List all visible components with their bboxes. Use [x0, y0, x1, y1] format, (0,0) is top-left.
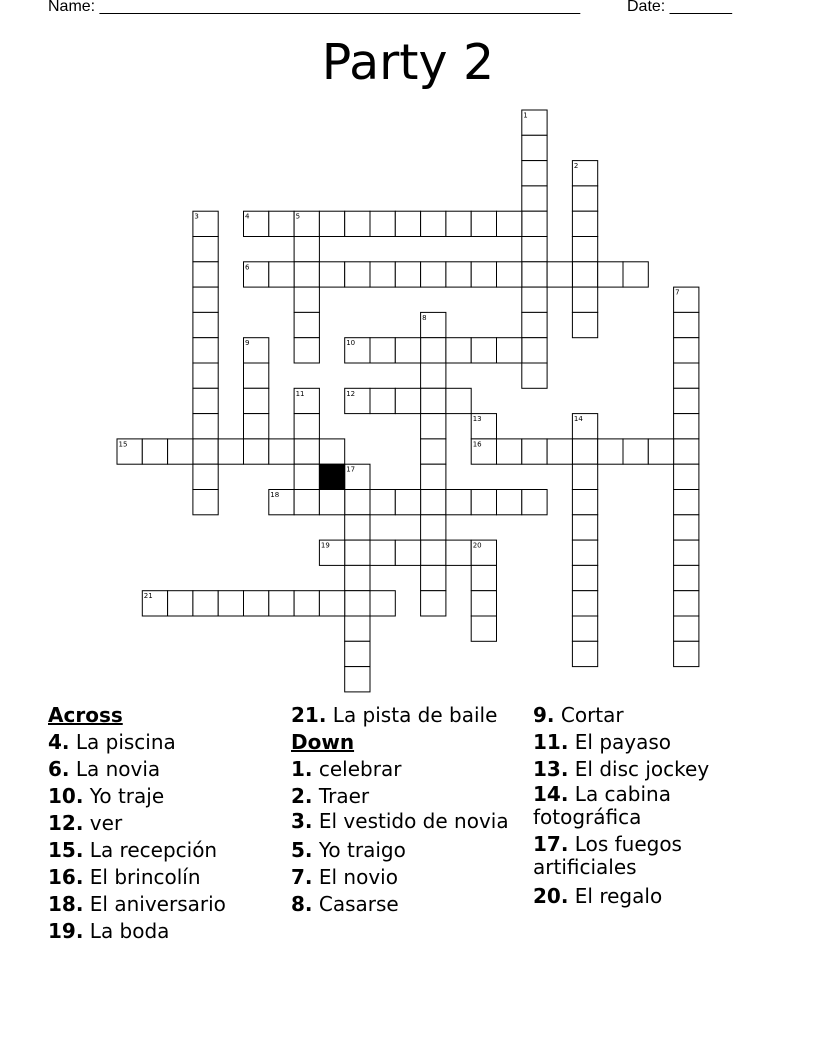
cell-number: 21 [143, 592, 153, 601]
clue-text: El vestido de novia [318, 809, 509, 833]
grid-cell[interactable] [294, 490, 319, 515]
grid-cell[interactable] [674, 565, 699, 590]
grid-cell[interactable] [598, 262, 623, 287]
clue-text: Los fuegos artificiales [533, 832, 682, 879]
grid-cell[interactable] [522, 135, 547, 160]
grid-cell[interactable] [648, 439, 673, 464]
clue-number: 17. [533, 832, 569, 856]
grid-cell[interactable] [370, 338, 395, 363]
grid-cell[interactable] [395, 262, 420, 287]
clue-item [291, 783, 526, 810]
down-clue-list-continued [533, 702, 768, 910]
grid-cell[interactable] [471, 616, 496, 641]
grid-cell[interactable] [370, 211, 395, 236]
cell-number: 18 [270, 491, 280, 499]
grid-cell[interactable] [623, 262, 648, 287]
grid-cell[interactable] [471, 211, 496, 236]
clue-item [533, 702, 768, 729]
grid-cell[interactable] [421, 363, 446, 388]
date-field-line: Date: _______ [627, 0, 732, 15]
grid-cell[interactable] [471, 338, 496, 363]
clue-number: 18. [48, 892, 84, 916]
grid-cell[interactable] [244, 211, 269, 236]
clue-item [533, 833, 768, 879]
cell-number: 6 [245, 263, 250, 272]
clue-item [48, 864, 283, 891]
grid-cell[interactable] [244, 591, 269, 616]
grid-cell[interactable] [269, 490, 294, 515]
grid-cell[interactable] [572, 591, 597, 616]
clue-number: 8. [291, 892, 313, 916]
grid-cell[interactable] [370, 262, 395, 287]
grid-cell[interactable] [294, 591, 319, 616]
grid-cell[interactable] [598, 439, 623, 464]
grid-cell[interactable] [674, 287, 699, 312]
clue-item [48, 783, 283, 810]
grid-cell[interactable] [572, 287, 597, 312]
grid-cell[interactable] [572, 641, 597, 666]
grid-cell[interactable] [395, 490, 420, 515]
clue-number: 6. [48, 757, 70, 781]
clue-number: 21. [291, 703, 327, 727]
clue-text: La pista de baile [332, 703, 498, 727]
grid-cell[interactable] [421, 211, 446, 236]
clue-text: El payaso [574, 730, 672, 754]
cell-number: 3 [194, 212, 199, 221]
grid-cell[interactable] [522, 262, 547, 287]
grid-cell[interactable] [294, 312, 319, 337]
grid-cell[interactable] [269, 439, 294, 464]
grid-cell[interactable] [370, 490, 395, 515]
cell-number: 10 [346, 339, 356, 348]
grid-cell[interactable] [497, 490, 522, 515]
grid-cell[interactable] [269, 262, 294, 287]
grid-cell[interactable] [674, 540, 699, 565]
grid-cell[interactable] [421, 540, 446, 565]
clue-number: 15. [48, 838, 84, 862]
grid-cell[interactable] [395, 388, 420, 413]
clue-item [533, 883, 768, 910]
grid-cell[interactable] [345, 262, 370, 287]
clue-text: El brincolín [89, 865, 201, 889]
grid-cell[interactable] [421, 312, 446, 337]
clue-text: La cabina fotográfica [533, 782, 671, 829]
grid-cell[interactable] [345, 338, 370, 363]
grid-cell[interactable] [674, 312, 699, 337]
clue-item [48, 837, 283, 864]
grid-cell[interactable] [395, 338, 420, 363]
clues-column-1 [48, 702, 283, 945]
grid-cell[interactable] [547, 262, 572, 287]
grid-cell[interactable] [319, 540, 344, 565]
clues-column-2 [291, 702, 526, 918]
clue-item [291, 837, 526, 864]
clue-text: Traer [318, 784, 370, 808]
cell-number: 5 [295, 212, 301, 221]
grid-cell[interactable] [471, 565, 496, 590]
grid-cell[interactable] [572, 616, 597, 641]
grid-cell[interactable] [345, 591, 370, 616]
grid-cell[interactable] [522, 439, 547, 464]
grid-cell[interactable] [497, 211, 522, 236]
grid-cell[interactable] [572, 490, 597, 515]
grid-cell[interactable] [522, 161, 547, 186]
grid-cell[interactable] [572, 414, 597, 439]
clue-item [291, 702, 526, 729]
clue-number: 2. [291, 784, 313, 808]
grid-cell[interactable] [522, 110, 547, 135]
clue-item [533, 756, 768, 783]
grid-cell[interactable] [446, 540, 471, 565]
grid-cell[interactable] [497, 338, 522, 363]
grid-cell[interactable] [572, 439, 597, 464]
grid-cell[interactable] [345, 211, 370, 236]
grid-cell[interactable] [522, 363, 547, 388]
clue-number: 7. [291, 865, 313, 889]
grid-cell[interactable] [395, 211, 420, 236]
grid-cell[interactable] [244, 414, 269, 439]
grid-cell[interactable] [218, 439, 243, 464]
grid-cell[interactable] [421, 565, 446, 590]
grid-cell[interactable] [345, 388, 370, 413]
grid-cell[interactable] [446, 490, 471, 515]
grid-cell[interactable] [345, 540, 370, 565]
grid-cell[interactable] [294, 287, 319, 312]
grid-cell[interactable] [244, 388, 269, 413]
grid-cell[interactable] [522, 338, 547, 363]
grid-cell[interactable] [319, 591, 344, 616]
grid-cell[interactable] [421, 388, 446, 413]
grid-cell[interactable] [294, 414, 319, 439]
grid-cell[interactable] [193, 287, 218, 312]
clue-item [291, 864, 526, 891]
grid-cell[interactable] [674, 591, 699, 616]
cell-number: 17 [346, 465, 356, 474]
grid-cell[interactable] [294, 262, 319, 287]
grid-cell[interactable] [421, 515, 446, 540]
grid-cell[interactable] [421, 439, 446, 464]
across-clue-list [48, 729, 283, 945]
clue-text: ver [89, 811, 123, 835]
grid-cell[interactable] [370, 540, 395, 565]
clue-item [48, 729, 283, 756]
grid-cell[interactable] [319, 262, 344, 287]
grid-cell[interactable] [193, 591, 218, 616]
cell-number: 2 [573, 162, 579, 171]
clue-text: Yo traigo [318, 838, 406, 862]
grid-cell[interactable] [421, 490, 446, 515]
grid-cell[interactable] [193, 312, 218, 337]
grid-cell[interactable] [623, 439, 648, 464]
grid-cell[interactable] [193, 490, 218, 515]
grid-cell[interactable] [421, 262, 446, 287]
clue-text: El novio [318, 865, 398, 889]
clue-number: 12. [48, 811, 84, 835]
cell-number: 20 [472, 541, 482, 550]
grid-cell[interactable] [370, 388, 395, 413]
clue-number: 9. [533, 703, 555, 727]
grid-cell[interactable] [497, 262, 522, 287]
clue-item [291, 810, 526, 833]
clue-item [533, 729, 768, 756]
cell-number: 14 [573, 415, 583, 424]
grid-cell[interactable] [269, 211, 294, 236]
grid-cell[interactable] [522, 287, 547, 312]
clue-number: 10. [48, 784, 84, 808]
grid-cell[interactable] [421, 414, 446, 439]
puzzle-title: Party 2 [321, 34, 495, 91]
grid-cell[interactable] [345, 490, 370, 515]
grid-cell[interactable] [471, 490, 496, 515]
grid-cell[interactable] [244, 439, 269, 464]
name-field-line: Name: ______________________________________________________ [48, 0, 581, 15]
grid-cell[interactable] [471, 439, 496, 464]
grid-cell[interactable] [572, 565, 597, 590]
clue-text: La piscina [75, 730, 176, 754]
clue-item [48, 918, 283, 945]
clue-number: 20. [533, 884, 569, 908]
grid-cell[interactable] [674, 641, 699, 666]
grid-cell[interactable] [522, 211, 547, 236]
grid-cell[interactable] [345, 464, 370, 489]
grid-cell[interactable] [572, 464, 597, 489]
grid-cell[interactable] [446, 338, 471, 363]
grid-cell[interactable] [244, 363, 269, 388]
grid-cell[interactable] [572, 540, 597, 565]
clue-text: El regalo [574, 884, 663, 908]
clue-number: 3. [291, 809, 313, 833]
grid-cell[interactable] [319, 490, 344, 515]
grid-cell[interactable] [193, 262, 218, 287]
cell-number: 1 [523, 111, 528, 120]
grid-cell[interactable] [674, 414, 699, 439]
grid-cell[interactable] [471, 591, 496, 616]
clue-number: 1. [291, 757, 313, 781]
grid-cell[interactable] [572, 211, 597, 236]
grid-cell[interactable] [345, 565, 370, 590]
across-heading: Across [48, 703, 123, 727]
clues-column-3 [533, 702, 768, 910]
grid-cell[interactable] [345, 515, 370, 540]
grid-cell[interactable] [193, 237, 218, 262]
grid-cell[interactable] [674, 363, 699, 388]
grid-cell[interactable] [572, 237, 597, 262]
grid-cell[interactable] [674, 388, 699, 413]
grid-cell[interactable] [345, 616, 370, 641]
clue-text: El disc jockey [574, 757, 710, 781]
grid-cell[interactable] [471, 540, 496, 565]
grid-cell[interactable] [674, 490, 699, 515]
cell-number: 19 [320, 541, 330, 550]
clue-number: 4. [48, 730, 70, 754]
clue-text: La recepción [89, 838, 218, 862]
grid-cell[interactable] [294, 211, 319, 236]
cell-number: 4 [245, 212, 250, 221]
grid-cell[interactable] [345, 641, 370, 666]
grid-cell[interactable] [193, 338, 218, 363]
clue-number: 14. [533, 782, 569, 806]
grid-cell[interactable] [674, 464, 699, 489]
grid-cell[interactable] [522, 490, 547, 515]
grid-cell[interactable] [193, 414, 218, 439]
grid-cell[interactable] [522, 312, 547, 337]
grid-cell[interactable] [142, 439, 167, 464]
grid-cell[interactable] [193, 388, 218, 413]
cell-number: 15 [118, 440, 128, 449]
grid-cell[interactable] [572, 262, 597, 287]
grid-cell[interactable] [446, 262, 471, 287]
grid-cell[interactable] [294, 237, 319, 262]
grid-cell[interactable] [572, 186, 597, 211]
clue-text: Yo traje [89, 784, 165, 808]
cell-number: 8 [422, 313, 427, 322]
grid-cell[interactable] [497, 439, 522, 464]
grid-cell[interactable] [168, 439, 193, 464]
grid-cell[interactable] [294, 439, 319, 464]
cell-number: 16 [472, 440, 482, 449]
grid-cell[interactable] [674, 439, 699, 464]
down-heading: Down [291, 730, 355, 754]
grid-cell[interactable] [269, 591, 294, 616]
grid-cell[interactable] [294, 464, 319, 489]
grid-cell[interactable] [547, 439, 572, 464]
clue-text: Cortar [560, 703, 624, 727]
clue-text: La novia [75, 757, 161, 781]
clue-text: El aniversario [89, 892, 226, 916]
grid-cell[interactable] [193, 439, 218, 464]
grid-cell[interactable] [572, 515, 597, 540]
grid-cell[interactable] [674, 515, 699, 540]
grid-cell[interactable] [471, 414, 496, 439]
grid-cell[interactable] [522, 237, 547, 262]
grid-cell[interactable] [395, 540, 420, 565]
cell-number: 9 [245, 339, 250, 348]
clue-number: 13. [533, 757, 569, 781]
grid-cell[interactable] [294, 338, 319, 363]
cell-number: 11 [295, 389, 305, 398]
grid-cell[interactable] [421, 338, 446, 363]
grid-cell[interactable] [117, 439, 142, 464]
grid-cell[interactable] [218, 591, 243, 616]
grid-cell[interactable] [572, 161, 597, 186]
clue-text: La boda [89, 919, 170, 943]
grid-cell[interactable] [319, 439, 344, 464]
grid-cell[interactable] [142, 591, 167, 616]
clue-item [48, 756, 283, 783]
clue-item [291, 891, 526, 918]
cell-number: 13 [472, 415, 482, 424]
grid-cell[interactable] [244, 262, 269, 287]
clue-item [533, 783, 768, 829]
clue-number: 16. [48, 865, 84, 889]
grid-cell[interactable] [168, 591, 193, 616]
grid-cell[interactable] [319, 211, 344, 236]
clue-text: celebrar [318, 757, 402, 781]
grid-cell[interactable] [421, 591, 446, 616]
cell-number: 7 [675, 288, 680, 297]
grid-cell[interactable] [446, 211, 471, 236]
clue-item [48, 810, 283, 837]
grid-cell[interactable] [674, 616, 699, 641]
grid-cell[interactable] [674, 338, 699, 363]
clue-item [48, 891, 283, 918]
grid-cell[interactable] [193, 211, 218, 236]
grid-cell[interactable] [294, 388, 319, 413]
grid-cell[interactable] [370, 591, 395, 616]
grid-cell[interactable] [522, 186, 547, 211]
grid-cell[interactable] [572, 312, 597, 337]
down-clue-list [291, 756, 526, 918]
clue-number: 5. [291, 838, 313, 862]
grid-cell[interactable] [446, 388, 471, 413]
clue-text: Casarse [318, 892, 399, 916]
clue-number: 19. [48, 919, 84, 943]
cell-number: 12 [346, 389, 356, 398]
grid-cell[interactable] [345, 667, 370, 692]
clue-item [291, 756, 526, 783]
grid-cell[interactable] [193, 464, 218, 489]
grid-cell[interactable] [471, 262, 496, 287]
grid-cell[interactable] [421, 464, 446, 489]
grid-cell[interactable] [244, 338, 269, 363]
clue-number: 11. [533, 730, 569, 754]
black-cell [319, 464, 344, 489]
grid-cell[interactable] [193, 363, 218, 388]
